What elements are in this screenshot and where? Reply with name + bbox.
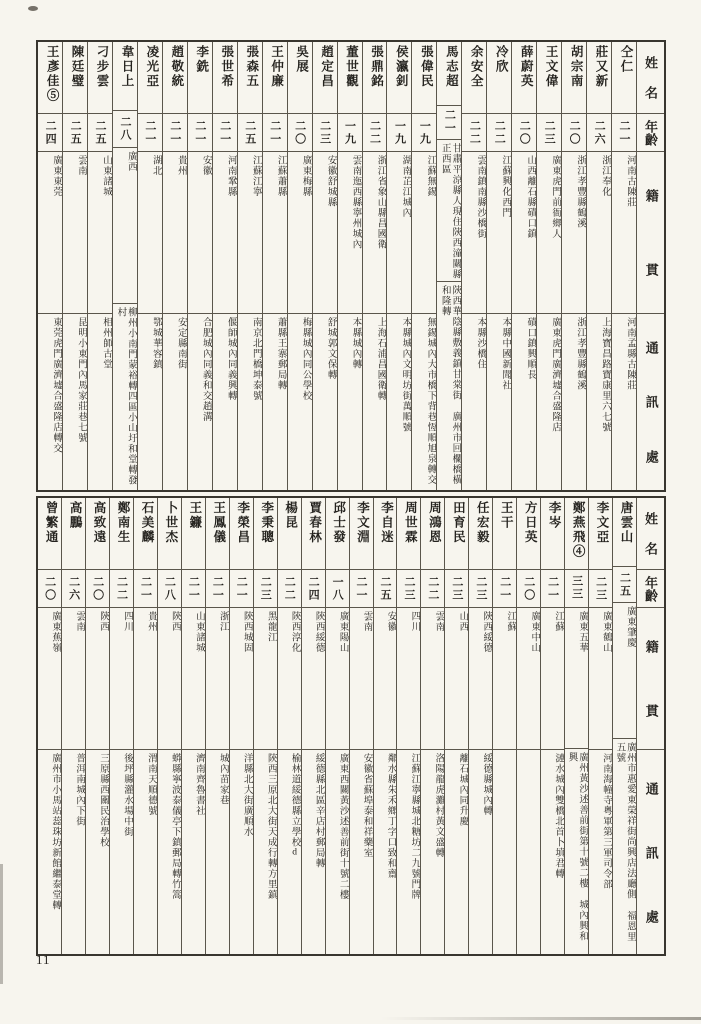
header-char: 籍 — [643, 639, 659, 653]
entry-column — [133, 498, 157, 954]
entry-age: 二一 — [206, 570, 229, 608]
entry-origin: 陝西 — [158, 608, 181, 750]
entry-origin: 廣東中山 — [517, 608, 540, 750]
entry-age: 二一 — [134, 570, 157, 608]
header-char: 齡 — [643, 133, 658, 146]
entry-column — [536, 42, 561, 490]
entry-address: 鄂城華容鎮 — [150, 317, 161, 370]
entry-name: 高致遠 — [86, 498, 109, 570]
entry-name: 趙定昌 — [313, 42, 337, 114]
entry-origin: 江蘇 — [541, 608, 564, 750]
entry-name: 李銑 — [188, 42, 212, 114]
entry-address: 東莞虎門廣濟墟合盛隆店轉交 — [51, 317, 62, 454]
header-char: 籍 — [643, 188, 659, 202]
entry-origin: 陝西城固 — [230, 608, 253, 750]
entry-name: 胡宗南 — [562, 42, 586, 114]
entry-column — [109, 498, 133, 954]
entry-age: 二二 — [363, 114, 387, 152]
entry-column — [229, 498, 253, 954]
entry-address: 廣東西關黃沙述善前街十號二樓 — [337, 753, 348, 900]
entry-age: 二三 — [313, 114, 337, 152]
entry-address: 梅縣城內同公學校 — [300, 317, 311, 401]
entry-address: 昆明小東門內馬家莊巷七號 — [76, 317, 87, 443]
entry-origin: 安徽舒城縣 — [313, 152, 337, 314]
entry-address: 鄰水縣朱禾鄉丁字口致和齋 — [385, 753, 396, 879]
entry-name: 鄭南生 — [110, 498, 133, 570]
entry-origin: 雲南 — [421, 608, 444, 750]
entry-origin: 湖南芷江城內 — [387, 152, 411, 314]
entry-origin: 雲南迤西縣寧州城內 — [338, 152, 362, 314]
entry-name: 王彥佳⑤ — [38, 42, 62, 114]
entry-origin: 黑龍江 — [254, 608, 277, 750]
header-char: 處 — [643, 450, 659, 464]
entry-address: 河南海幢寺粵軍第三軍司令部 — [601, 753, 612, 890]
entry-column — [112, 42, 137, 490]
entry-name: 趙敬統 — [163, 42, 187, 114]
entry-age: 二〇 — [517, 570, 540, 608]
entry-origin: 四川 — [110, 608, 133, 750]
entry-address: 浙江孝豐縣鶴溪 — [575, 317, 586, 391]
entry-column — [540, 498, 564, 954]
entry-column — [511, 42, 536, 490]
entry-column — [561, 42, 586, 490]
entry-address: 安徽省蘇埠泰和祥藥室 — [361, 753, 372, 858]
entry-name: 韋日上 — [113, 42, 137, 111]
entry-age: 二〇 — [38, 570, 61, 608]
entry-name: 李文亞 — [589, 498, 612, 570]
entry-origin: 湖北 — [138, 152, 162, 314]
entry-origin: 廣東虎門前衙鄉人 — [537, 152, 561, 314]
entry-age: 二五 — [238, 114, 262, 152]
entry-age: 二二 — [487, 114, 511, 152]
header-char: 年 — [643, 120, 658, 133]
entry-column — [38, 498, 61, 954]
entry-column — [137, 42, 162, 490]
entry-age: 二〇 — [562, 114, 586, 152]
entry-origin: 廣東鶴山 — [589, 608, 612, 750]
entry-name: 王仲廉 — [263, 42, 287, 114]
entry-age: 二八 — [113, 111, 137, 148]
entry-age: 二八 — [158, 570, 181, 608]
header-char: 名 — [643, 541, 658, 555]
entry-column — [157, 498, 181, 954]
entry-address: 本縣沙橋住 — [475, 317, 486, 370]
entry-column — [237, 42, 262, 490]
entry-column — [411, 42, 436, 490]
entry-name: 董世觀 — [338, 42, 362, 114]
entry-column — [277, 498, 301, 954]
header-address-label — [637, 314, 664, 490]
entry-name: 楊昆 — [278, 498, 301, 570]
entry-column — [586, 42, 611, 490]
entry-age: 二一 — [138, 114, 162, 152]
entry-name: 仝仁 — [612, 42, 636, 114]
entry-column — [312, 42, 337, 490]
entry-origin: 浙江省象山縣昌國衛 — [363, 152, 387, 314]
entry-origin: 山東諸城 — [182, 608, 205, 750]
entry-age: 二〇 — [288, 114, 312, 152]
entry-address: 普洱南城內下街 — [74, 753, 85, 827]
entry-address: 離石城內同升慶 — [457, 753, 468, 827]
entry-address: 後坪縣灌水場中街 — [121, 753, 132, 837]
entry-name: 田育民 — [445, 498, 468, 570]
entry-name: 周世霖 — [397, 498, 420, 570]
header-address-label — [637, 750, 664, 954]
entry-column — [87, 42, 112, 490]
entry-origin: 浙江 — [206, 608, 229, 750]
entry-origin: 雲南鎮南縣沙橋街 — [462, 152, 486, 314]
entry-age: 二一 — [263, 114, 287, 152]
entry-age: 二一 — [493, 570, 516, 608]
entry-age: 二五 — [374, 570, 397, 608]
entry-address: 磧口鎮興順長 — [525, 317, 536, 380]
entry-column — [564, 498, 588, 954]
page-number: 11 — [36, 952, 51, 967]
entry-origin: 山東諸城 — [88, 152, 112, 314]
header-name-label — [637, 42, 664, 114]
entry-age: 二四 — [38, 114, 62, 152]
entry-name: 邱士發 — [326, 498, 349, 570]
header-char: 年 — [643, 576, 658, 589]
entry-age: 二二 — [110, 570, 133, 608]
entry-name: 王干 — [493, 498, 516, 570]
entry-address: 舒城郭文保轉 — [325, 317, 336, 380]
entry-name: 王文偉 — [537, 42, 561, 114]
entry-address: 漣水城內雙橋北首卜填君轉 — [553, 753, 564, 879]
entry-column — [373, 498, 397, 954]
entry-age: 二一 — [213, 114, 237, 152]
entry-address: 陝西三原北大街天成行轉方里鎮 — [265, 753, 276, 900]
scan-artifact — [381, 1017, 701, 1020]
entry-age: 二四 — [302, 570, 325, 608]
entry-origin: 雲南 — [62, 608, 85, 750]
entry-column — [436, 42, 461, 490]
entry-name: 莊又新 — [587, 42, 611, 114]
entry-column — [468, 498, 492, 954]
entry-column — [205, 498, 229, 954]
entry-origin: 四川 — [397, 608, 420, 750]
entry-origin: 江蘇蕭縣 — [263, 152, 287, 314]
entry-origin: 陝西綏德 — [302, 608, 325, 750]
header-char: 通 — [643, 340, 659, 354]
header-char: 齡 — [643, 589, 658, 602]
entry-address: 合肥城內同義和交趙溝 — [200, 317, 211, 422]
entry-address: 安定縣南街 — [175, 317, 186, 370]
entry-name: 唐雲山 — [613, 498, 636, 567]
header-origin-label — [637, 608, 664, 750]
entry-column — [461, 42, 486, 490]
entry-column — [38, 42, 62, 490]
header-age-label — [637, 570, 664, 608]
entry-age: 二六 — [62, 570, 85, 608]
header-column — [636, 498, 664, 954]
entry-name: 薛蔚英 — [512, 42, 536, 114]
entry-age: 二二 — [462, 114, 486, 152]
entry-name: 方日英 — [517, 498, 540, 570]
entry-column — [420, 498, 444, 954]
entry-age: 二一 — [541, 570, 564, 608]
entry-column — [486, 42, 511, 490]
entry-name: 李榮昌 — [230, 498, 253, 570]
entry-name: 刁步雲 — [88, 42, 112, 114]
header-char: 處 — [643, 909, 659, 923]
entry-age: 二〇 — [86, 570, 109, 608]
header-char: 通 — [643, 781, 659, 795]
entry-age: 一八 — [326, 570, 349, 608]
entry-age: 二一 — [188, 114, 212, 152]
entry-address: 河南孟縣古陳莊 — [625, 317, 635, 391]
entry-origin: 江蘇無錫 — [412, 152, 436, 314]
entry-name: 王鳳儀 — [206, 498, 229, 570]
entry-age: 二三 — [537, 114, 561, 152]
header-char: 貫 — [643, 704, 659, 718]
entry-age: 二一 — [230, 570, 253, 608]
entry-column — [386, 42, 411, 490]
entry-origin: 江蘇興化西門 — [487, 152, 511, 314]
entry-column — [325, 498, 349, 954]
entry-address — [493, 750, 516, 954]
registry-table-bottom — [36, 496, 666, 956]
entry-address: 廣州市惠愛東榮祥街尚興店法廳側 福恩里五號 — [614, 741, 635, 942]
entry-column — [162, 42, 187, 490]
entry-origin: 浙江奉化 — [587, 152, 611, 314]
entry-origin: 廣東蕉嶺 — [38, 608, 61, 750]
entry-column — [85, 498, 109, 954]
entry-name: 曾繁通 — [38, 498, 61, 570]
entry-origin: 廣東東莞 — [38, 152, 62, 314]
entry-address: 蟒縣寧波泰儀亭下鎮郵局轉竹篙 — [169, 753, 180, 900]
entry-origin: 雲南 — [350, 608, 373, 750]
entry-age: 二三 — [397, 570, 420, 608]
entry-origin: 江蘇 — [493, 608, 516, 750]
entry-origin: 浙江孝豐縣鶴溪 — [562, 152, 586, 314]
entry-age: 二一 — [612, 114, 636, 152]
entry-origin: 河南鞏縣 — [213, 152, 237, 314]
entry-name: 鄭燕飛④ — [565, 498, 588, 570]
entry-address: 三原縣西關民治學校 — [98, 753, 109, 848]
entry-column — [262, 42, 287, 490]
entry-address: 渭南天順德號 — [145, 753, 156, 816]
entry-address: 無錫城內大市橋下背巷恆順旭泉轉交 — [425, 317, 436, 485]
entry-origin: 陝西 — [86, 608, 109, 750]
entry-address: 南京北門橋坤泰號 — [250, 317, 261, 401]
entry-column — [349, 498, 373, 954]
entry-column — [61, 498, 85, 954]
scan-artifact — [0, 864, 3, 984]
entry-name: 李自迷 — [374, 498, 397, 570]
entry-address: 洋縣北大街廣順水 — [241, 753, 252, 837]
entry-age: 二一 — [163, 114, 187, 152]
entry-origin: 廣東梅縣 — [288, 152, 312, 314]
entry-age: 二三 — [445, 570, 468, 608]
entry-age: 二六 — [587, 114, 611, 152]
entry-name: 李秉聰 — [254, 498, 277, 570]
header-name-label — [637, 498, 664, 570]
entry-column — [362, 42, 387, 490]
entry-column — [287, 42, 312, 490]
entry-origin: 江蘇江寧 — [238, 152, 262, 314]
entry-address — [517, 750, 540, 954]
entry-origin: 廣東五華 — [565, 608, 588, 750]
entry-address: 本縣城內文明坊街萬順號 — [400, 317, 411, 433]
header-age-label — [637, 114, 664, 152]
entry-name: 王鐮 — [182, 498, 205, 570]
entry-origin: 河南古陳莊 — [612, 152, 636, 314]
entry-origin: 貴州 — [163, 152, 187, 314]
entry-origin: 廣西 — [113, 148, 137, 304]
entry-address: 城內苗家巷 — [217, 753, 228, 806]
entry-age: 二五 — [613, 567, 636, 603]
entry-address: 偃師城內同義興轉 — [225, 317, 236, 401]
scan-artifact — [28, 6, 38, 11]
entry-address: 柳州小南門蒙裕轉四區小山圩和堂轉發村 — [115, 306, 136, 486]
entry-address: 陝西華陰縣敷義鎮甘棠街 廣州市回欄橋橫和隆轉 — [439, 285, 461, 486]
entry-name: 石美麟 — [134, 498, 157, 570]
entry-age: 二一 — [350, 570, 373, 608]
header-char: 訊 — [643, 845, 659, 859]
entry-origin: 雲南 — [63, 152, 87, 314]
header-column — [636, 42, 664, 490]
entry-address: 上海寶昌路寶康里六七號 — [600, 317, 611, 433]
entry-name: 任宏毅 — [469, 498, 492, 570]
entry-origin: 山西離石縣磧口鎮 — [512, 152, 536, 314]
entry-address: 榆林道綏德縣立學校d — [289, 753, 300, 859]
header-origin-label — [637, 152, 664, 314]
entry-address: 本縣城內轉 — [350, 317, 361, 370]
entry-origin: 安徽 — [188, 152, 212, 314]
entry-name: 凌光亞 — [138, 42, 162, 114]
entry-name: 吳展 — [288, 42, 312, 114]
entry-origin: 山西 — [445, 608, 468, 750]
entry-name: 張世希 — [213, 42, 237, 114]
header-char: 姓 — [643, 512, 658, 526]
entry-age: 一九 — [412, 114, 436, 152]
entry-origin: 陝西綏德 — [469, 608, 492, 750]
entry-origin: 陝西淳化 — [278, 608, 301, 750]
entry-address: 蕭縣王寨郵局轉 — [275, 317, 286, 391]
entry-address: 廣州市小馬站蕊珠坊新館繼泰堂轉 — [50, 753, 61, 911]
entry-address: 濟南齊魯書社 — [193, 753, 204, 816]
entry-origin: 甘肅平涼縣人現住陝西潼關縣正西區 — [437, 140, 461, 283]
entry-age: 二三 — [469, 570, 492, 608]
entry-age: 二五 — [63, 114, 87, 152]
entry-age: 二一 — [437, 106, 461, 140]
entry-name: 卜世杰 — [158, 498, 181, 570]
entry-name: 高鵬 — [62, 498, 85, 570]
entry-column — [337, 42, 362, 490]
entry-address: 洛陽龍虎灘村黃文盛轉 — [433, 753, 444, 858]
entry-column — [611, 42, 636, 490]
entry-age: 二二 — [421, 570, 444, 608]
entry-name: 侯瀛釗 — [387, 42, 411, 114]
entry-column — [516, 498, 540, 954]
entry-address: 江蘇江寧縣城北糖坊二九號門牌 — [409, 753, 420, 900]
entry-address: 綏德縣北區辛店村郵局轉 — [313, 753, 324, 869]
header-char: 貫 — [643, 263, 659, 277]
header-char: 姓 — [643, 56, 658, 70]
entry-address: 上海石浦昌國衛轉 — [375, 317, 386, 401]
entry-name: 賈春林 — [302, 498, 325, 570]
entry-name: 張森五 — [238, 42, 262, 114]
entry-name: 李岑 — [541, 498, 564, 570]
entry-age: 二三 — [254, 570, 277, 608]
header-char: 訊 — [643, 395, 659, 409]
entry-address: 廣東虎門廣濟墟合盛隆店 — [550, 317, 561, 433]
entry-origin: 貴州 — [134, 608, 157, 750]
entry-age: 二二 — [278, 570, 301, 608]
entry-column — [492, 498, 516, 954]
entry-column — [62, 42, 87, 490]
entry-name: 冷欣 — [487, 42, 511, 114]
entry-column — [212, 42, 237, 490]
entry-column — [396, 498, 420, 954]
entry-name: 余安全 — [462, 42, 486, 114]
entry-column — [181, 498, 205, 954]
entry-name: 張偉民 — [412, 42, 436, 114]
entry-address: 綏德縣城內轉 — [481, 753, 492, 816]
entry-address: 本縣中國新聞社 — [500, 317, 511, 391]
entry-name: 陳廷璧 — [63, 42, 87, 114]
entry-name: 周鴻恩 — [421, 498, 444, 570]
entry-address: 相州師古堂 — [100, 317, 111, 370]
entry-column — [301, 498, 325, 954]
entry-origin: 廣東肇慶 — [613, 603, 636, 738]
entry-age: 三三 — [565, 570, 588, 608]
entry-age: 二五 — [88, 114, 112, 152]
entry-age: 一九 — [387, 114, 411, 152]
entry-age: 二三 — [589, 570, 612, 608]
entry-column — [612, 498, 636, 954]
header-char: 名 — [643, 85, 658, 99]
entry-column — [253, 498, 277, 954]
entry-age: 一九 — [338, 114, 362, 152]
entry-age: 二〇 — [512, 114, 536, 152]
entry-address: 廣州黃沙述善前街第十號二樓 城內興和興 — [566, 752, 588, 942]
entry-column — [187, 42, 212, 490]
registry-table-top — [36, 40, 666, 492]
entry-name: 張鼎銘 — [363, 42, 387, 114]
entry-column — [444, 498, 468, 954]
entry-origin: 廣東陽山 — [326, 608, 349, 750]
entry-name: 馬志超 — [437, 42, 461, 106]
entry-age: 二一 — [182, 570, 205, 608]
entry-column — [588, 498, 612, 954]
entry-name: 李文淵 — [350, 498, 373, 570]
entry-origin: 安徽 — [374, 608, 397, 750]
